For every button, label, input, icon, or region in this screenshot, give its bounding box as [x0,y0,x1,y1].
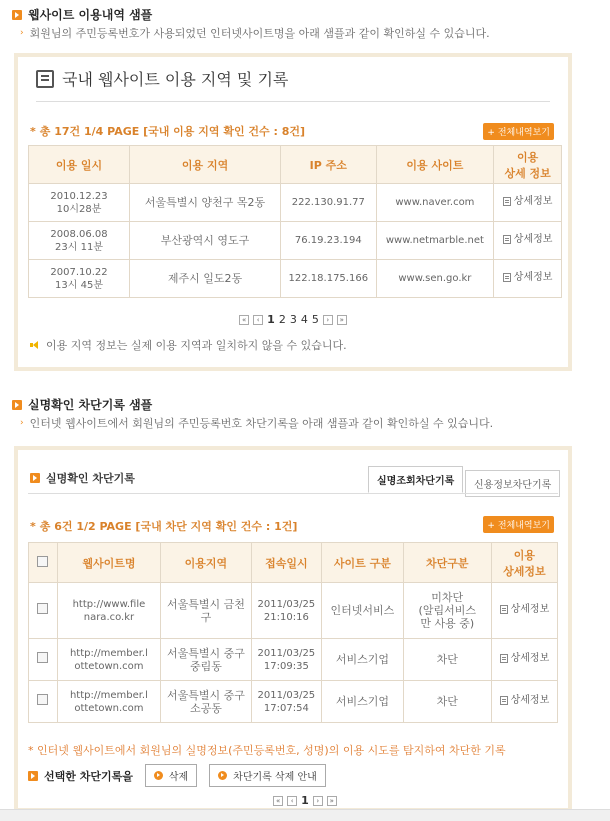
next-page-icon[interactable]: › [313,796,323,806]
tab-realname-block[interactable]: 실명조회차단기록 [368,466,463,493]
table-row: 2007.10.22 13시 45분 제주시 일도2동 122.18.175.166 www.sen.go.kr 상세정보 [29,260,562,298]
tab-credit-block[interactable]: 신용정보차단기록 [465,470,560,497]
divider [36,101,550,102]
pagination [18,313,568,326]
document-icon [503,273,511,282]
prev-page-icon[interactable]: ‹ [253,315,263,325]
region-note: 이용 지역 정보는 실제 이용 지역과 일치하지 않을 수 있습니다. [30,337,347,353]
col-detail: 이용 상세정보 [491,543,557,583]
first-page-icon[interactable]: « [239,315,249,325]
orange-arrow-icon [12,10,22,20]
document-icon [503,197,511,206]
row-checkbox[interactable] [37,603,48,614]
detail-button[interactable]: 상세정보 [503,233,553,246]
view-all-button[interactable]: + 전체내역보기 [483,516,554,533]
orange-arrow-icon [30,473,40,483]
table-row: 2008.06.08 23시 11분 부산광역시 영도구 76.19.23.194 www.netmarble.net 상세정보 [29,222,562,260]
arrow-circle-icon [218,771,227,780]
detail-button[interactable]: 상세정보 [500,603,550,616]
col-date: 접속일시 [251,543,322,583]
document-icon [503,235,511,244]
website-usage-panel [14,53,572,371]
detail-button[interactable]: 상세정보 [503,271,553,284]
block-delete-guide-button[interactable]: 차단기록 삭제 안내 [209,764,326,787]
detail-button[interactable]: 상세정보 [500,694,550,707]
chevron-right-icon: › [20,418,24,428]
document-icon [500,696,508,705]
speaker-icon [30,341,40,349]
page-link[interactable]: 3 [289,313,297,326]
detail-button[interactable]: 상세정보 [503,195,553,208]
document-icon [36,70,54,88]
page-link[interactable]: 1 [301,794,309,807]
panel2-heading: 실명확인 차단기록 [30,470,135,486]
section2-title: 실명확인 차단기록 샘플 [12,396,152,413]
block-warning: * 인터넷 웹사이트에서 회원님의 실명정보(주민등록번호, 성명)의 이용 시도를 탐지하여 차단한 기록 [28,744,506,757]
usage-table [28,145,562,298]
section1-title: 웹사이트 이용내역 샘플 [12,6,152,23]
orange-arrow-icon [28,771,38,781]
panel2-count: * 총 6건 1/2 PAGE [국내 차단 지역 확인 건수 : 1건] [30,519,298,533]
arrow-circle-icon [154,771,163,780]
last-page-icon[interactable]: » [327,796,337,806]
next-page-icon[interactable]: › [323,315,333,325]
page-link[interactable]: 5 [311,313,319,326]
col-date: 이용 일시 [29,146,130,184]
last-page-icon[interactable]: » [337,315,347,325]
pagination [0,794,610,807]
page-link[interactable]: 4 [300,313,308,326]
row-checkbox[interactable] [37,652,48,663]
row-checkbox[interactable] [37,694,48,705]
section2-desc: › 인터넷 웹사이트에서 회원님의 주민등록번호 차단기록을 아래 샘플과 같이 확인하실 수 있습니다. [20,417,494,430]
block-table [28,542,558,723]
col-block-type: 차단구분 [403,543,491,583]
page-link[interactable]: 2 [278,313,286,326]
col-ip: IP 주소 [281,146,376,184]
page-link[interactable]: 1 [267,313,275,326]
orange-arrow-icon [12,400,22,410]
selected-action-row: 선택한 차단기록을 삭제 차단기록 삭제 안내 [28,764,326,787]
chevron-right-icon: › [20,28,24,38]
select-all-checkbox[interactable] [37,556,48,567]
col-site: 웹사이트명 [57,543,161,583]
table-row: http://www.file nara.co.kr 서울특별시 금천 구 2011/03/25 21:10:16 인터넷서비스 미차단 (알림서비스 만 사용 중) 상세정보 [29,583,558,639]
table-row: 2010.12.23 10시28분 서울특별시 양천구 목2동 222.130.91.77 www.naver.com 상세정보 [29,184,562,222]
horizontal-scrollbar[interactable] [0,809,610,821]
view-all-button[interactable]: + 전체내역보기 [483,123,554,140]
delete-button[interactable]: 삭제 [145,764,197,787]
section1-desc: › 회원님의 주민등록번호가 사용되었던 인터넷사이트명을 아래 샘플과 같이 확인하실 수 있습니다. [20,27,490,40]
prev-page-icon[interactable]: ‹ [287,796,297,806]
divider [28,493,558,494]
first-page-icon[interactable]: « [273,796,283,806]
document-icon [500,605,508,614]
panel1-count: * 총 17건 1/4 PAGE [국내 이용 지역 확인 건수 : 8건] [30,124,306,138]
detail-button[interactable]: 상세정보 [500,652,550,665]
panel1-heading: 국내 웹사이트 이용 지역 및 기록 [36,67,288,90]
col-region: 이용지역 [161,543,251,583]
col-detail: 이용 상세 정보 [494,146,562,184]
col-site: 이용 사이트 [376,146,494,184]
table-row: http://member.l ottetown.com 서울특별시 중구 중림동 2011/03/25 17:09:35 서비스기업 차단 상세정보 [29,639,558,681]
table-row: http://member.l ottetown.com 서울특별시 중구 소공동 2011/03/25 17:07:54 서비스기업 차단 상세정보 [29,681,558,723]
col-region: 이용 지역 [130,146,281,184]
col-site-type: 사이트 구분 [322,543,404,583]
document-icon [500,654,508,663]
